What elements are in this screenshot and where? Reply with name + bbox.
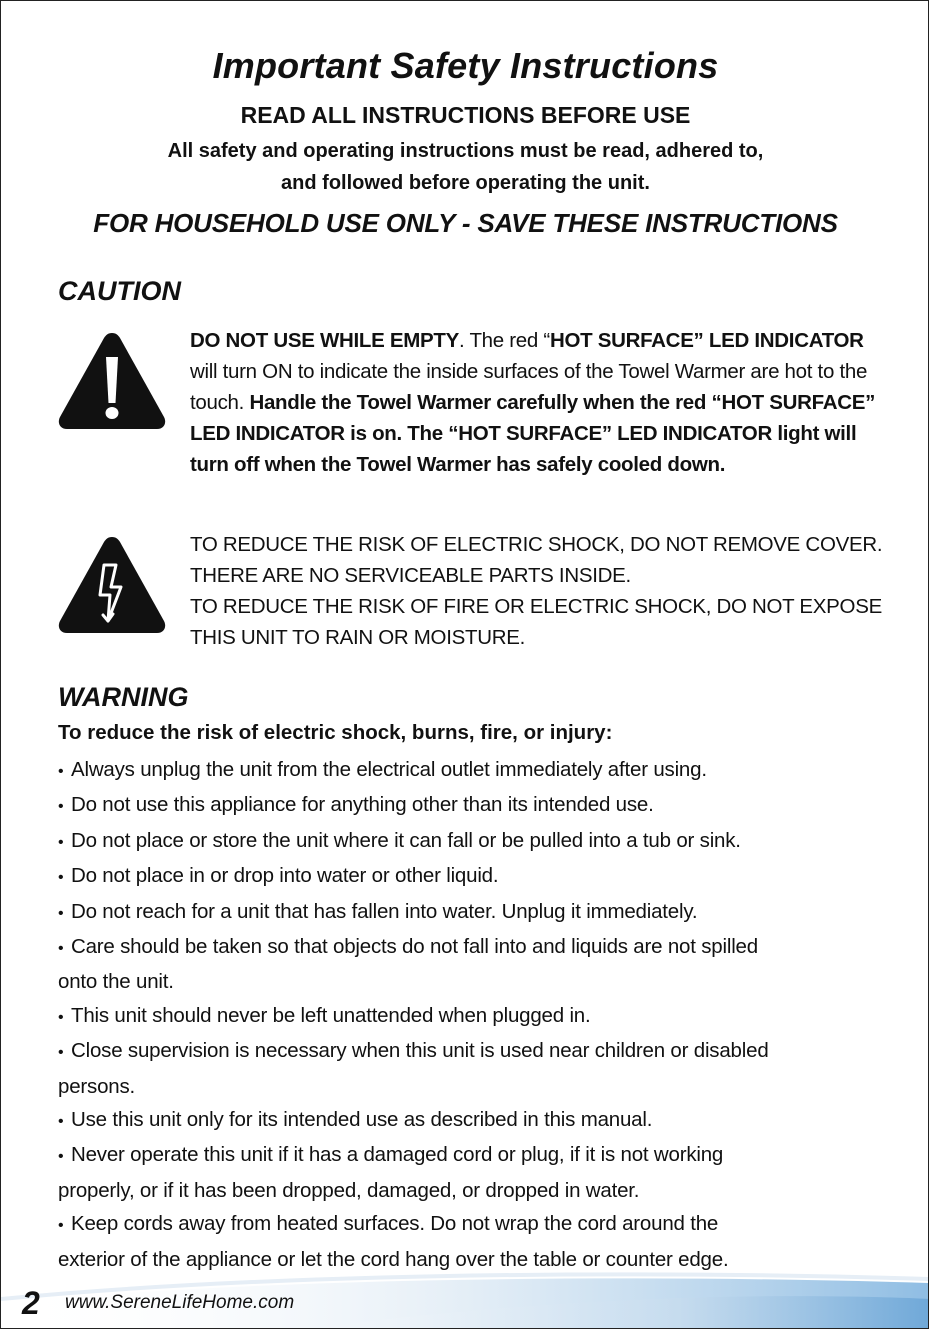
electric-shock-caution-text [190, 529, 890, 653]
list-item [58, 999, 878, 1034]
list-item-text: Keep cords away from heated surfaces. Do not wrap the cord around the [71, 1212, 719, 1236]
caution-text: will turn ON to indicate the inside surfaces of the Towel Warmer are hot to the touch. [190, 360, 868, 414]
caution-line: THERE ARE NO SERVICEABLE PARTS INSIDE. [190, 564, 631, 587]
list-item-text: Close supervision is necessary when this unit is used near children or disabled [71, 1039, 769, 1063]
list-item-continuation: onto the unit. [58, 970, 174, 994]
list-item-text: Do not place or store the unit where it can fall or be pulled into a tub or sink. [71, 828, 741, 852]
list-item [58, 895, 878, 930]
list-item [58, 930, 878, 999]
list-item [58, 788, 878, 823]
caution-bold-text: DO NOT USE WHILE EMPTY [190, 329, 460, 352]
list-item-text: Never operate this unit if it has a damaged cord or plug, if it is not working [71, 1143, 724, 1167]
warning-list [58, 753, 878, 1276]
list-item [58, 1034, 878, 1103]
list-item-text: Care should be taken so that objects do not fall into and liquids are not spilled [71, 935, 758, 959]
caution-line: TO REDUCE THE RISK OF FIRE OR ELECTRIC SHOCK, DO NOT EXPOSE [190, 595, 882, 618]
list-item [58, 1207, 878, 1276]
page-title: Important Safety Instructions [212, 45, 719, 86]
website-link[interactable]: www.SereneLifeHome.com [65, 1292, 295, 1313]
list-item-continuation: properly, or if it has been dropped, damaged, or dropped in water. [58, 1178, 640, 1202]
caution-bold-text: Handle the Towel Warmer carefully when the red “HOT SURFACE” LED INDICATOR is on. The “HOT SURFACE” LED INDICATOR light will turn off when the Towel Warmer has safely cooled down. [190, 391, 876, 476]
warning-heading: WARNING [58, 682, 189, 712]
list-item-continuation: exterior of the appliance or let the cord hang over the table or counter edge. [58, 1247, 729, 1271]
caution-text: . The red “ [459, 329, 550, 352]
intro-line: and followed before operating the unit. [281, 172, 650, 194]
page-number: 2 [22, 1285, 40, 1321]
caution-heading: CAUTION [58, 276, 181, 306]
list-item [58, 753, 878, 788]
list-item [58, 1103, 878, 1138]
intro-text [1, 135, 929, 199]
electric-shock-warning-icon [56, 533, 168, 637]
list-item [58, 1138, 878, 1207]
list-item [58, 824, 878, 859]
list-item-text: Do not reach for a unit that has fallen into water. Unplug it immediately. [71, 899, 698, 923]
caution-line: THIS UNIT TO RAIN OR MOISTURE. [190, 626, 525, 649]
hot-surface-caution-text [190, 325, 890, 480]
read-all-notice: READ ALL INSTRUCTIONS BEFORE USE [240, 102, 691, 128]
intro-line: All safety and operating instructions must be read, adhered to, [167, 140, 764, 162]
caution-bold-text: HOT SURFACE” LED INDICATOR [549, 329, 864, 352]
list-item-text: Do not use this appliance for anything other than its intended use. [71, 793, 654, 817]
warning-subheading: To reduce the risk of electric shock, burns, fire, or injury: [58, 721, 613, 744]
list-item-text: Do not place in or drop into water or other liquid. [71, 864, 499, 888]
list-item-text: Always unplug the unit from the electrical outlet immediately after using. [71, 758, 707, 781]
household-use-notice: FOR HOUSEHOLD USE ONLY - SAVE THESE INSTRUCTIONS [93, 208, 838, 238]
caution-line: TO REDUCE THE RISK OF ELECTRIC SHOCK, DO NOT REMOVE COVER. [190, 533, 883, 556]
list-item-text: This unit should never be left unattended when plugged in. [71, 1003, 591, 1027]
list-item-text: Use this unit only for its intended use as described in this manual. [71, 1108, 653, 1132]
list-item [58, 859, 878, 894]
list-item-continuation: persons. [58, 1074, 136, 1098]
exclamation-warning-icon [56, 329, 168, 433]
